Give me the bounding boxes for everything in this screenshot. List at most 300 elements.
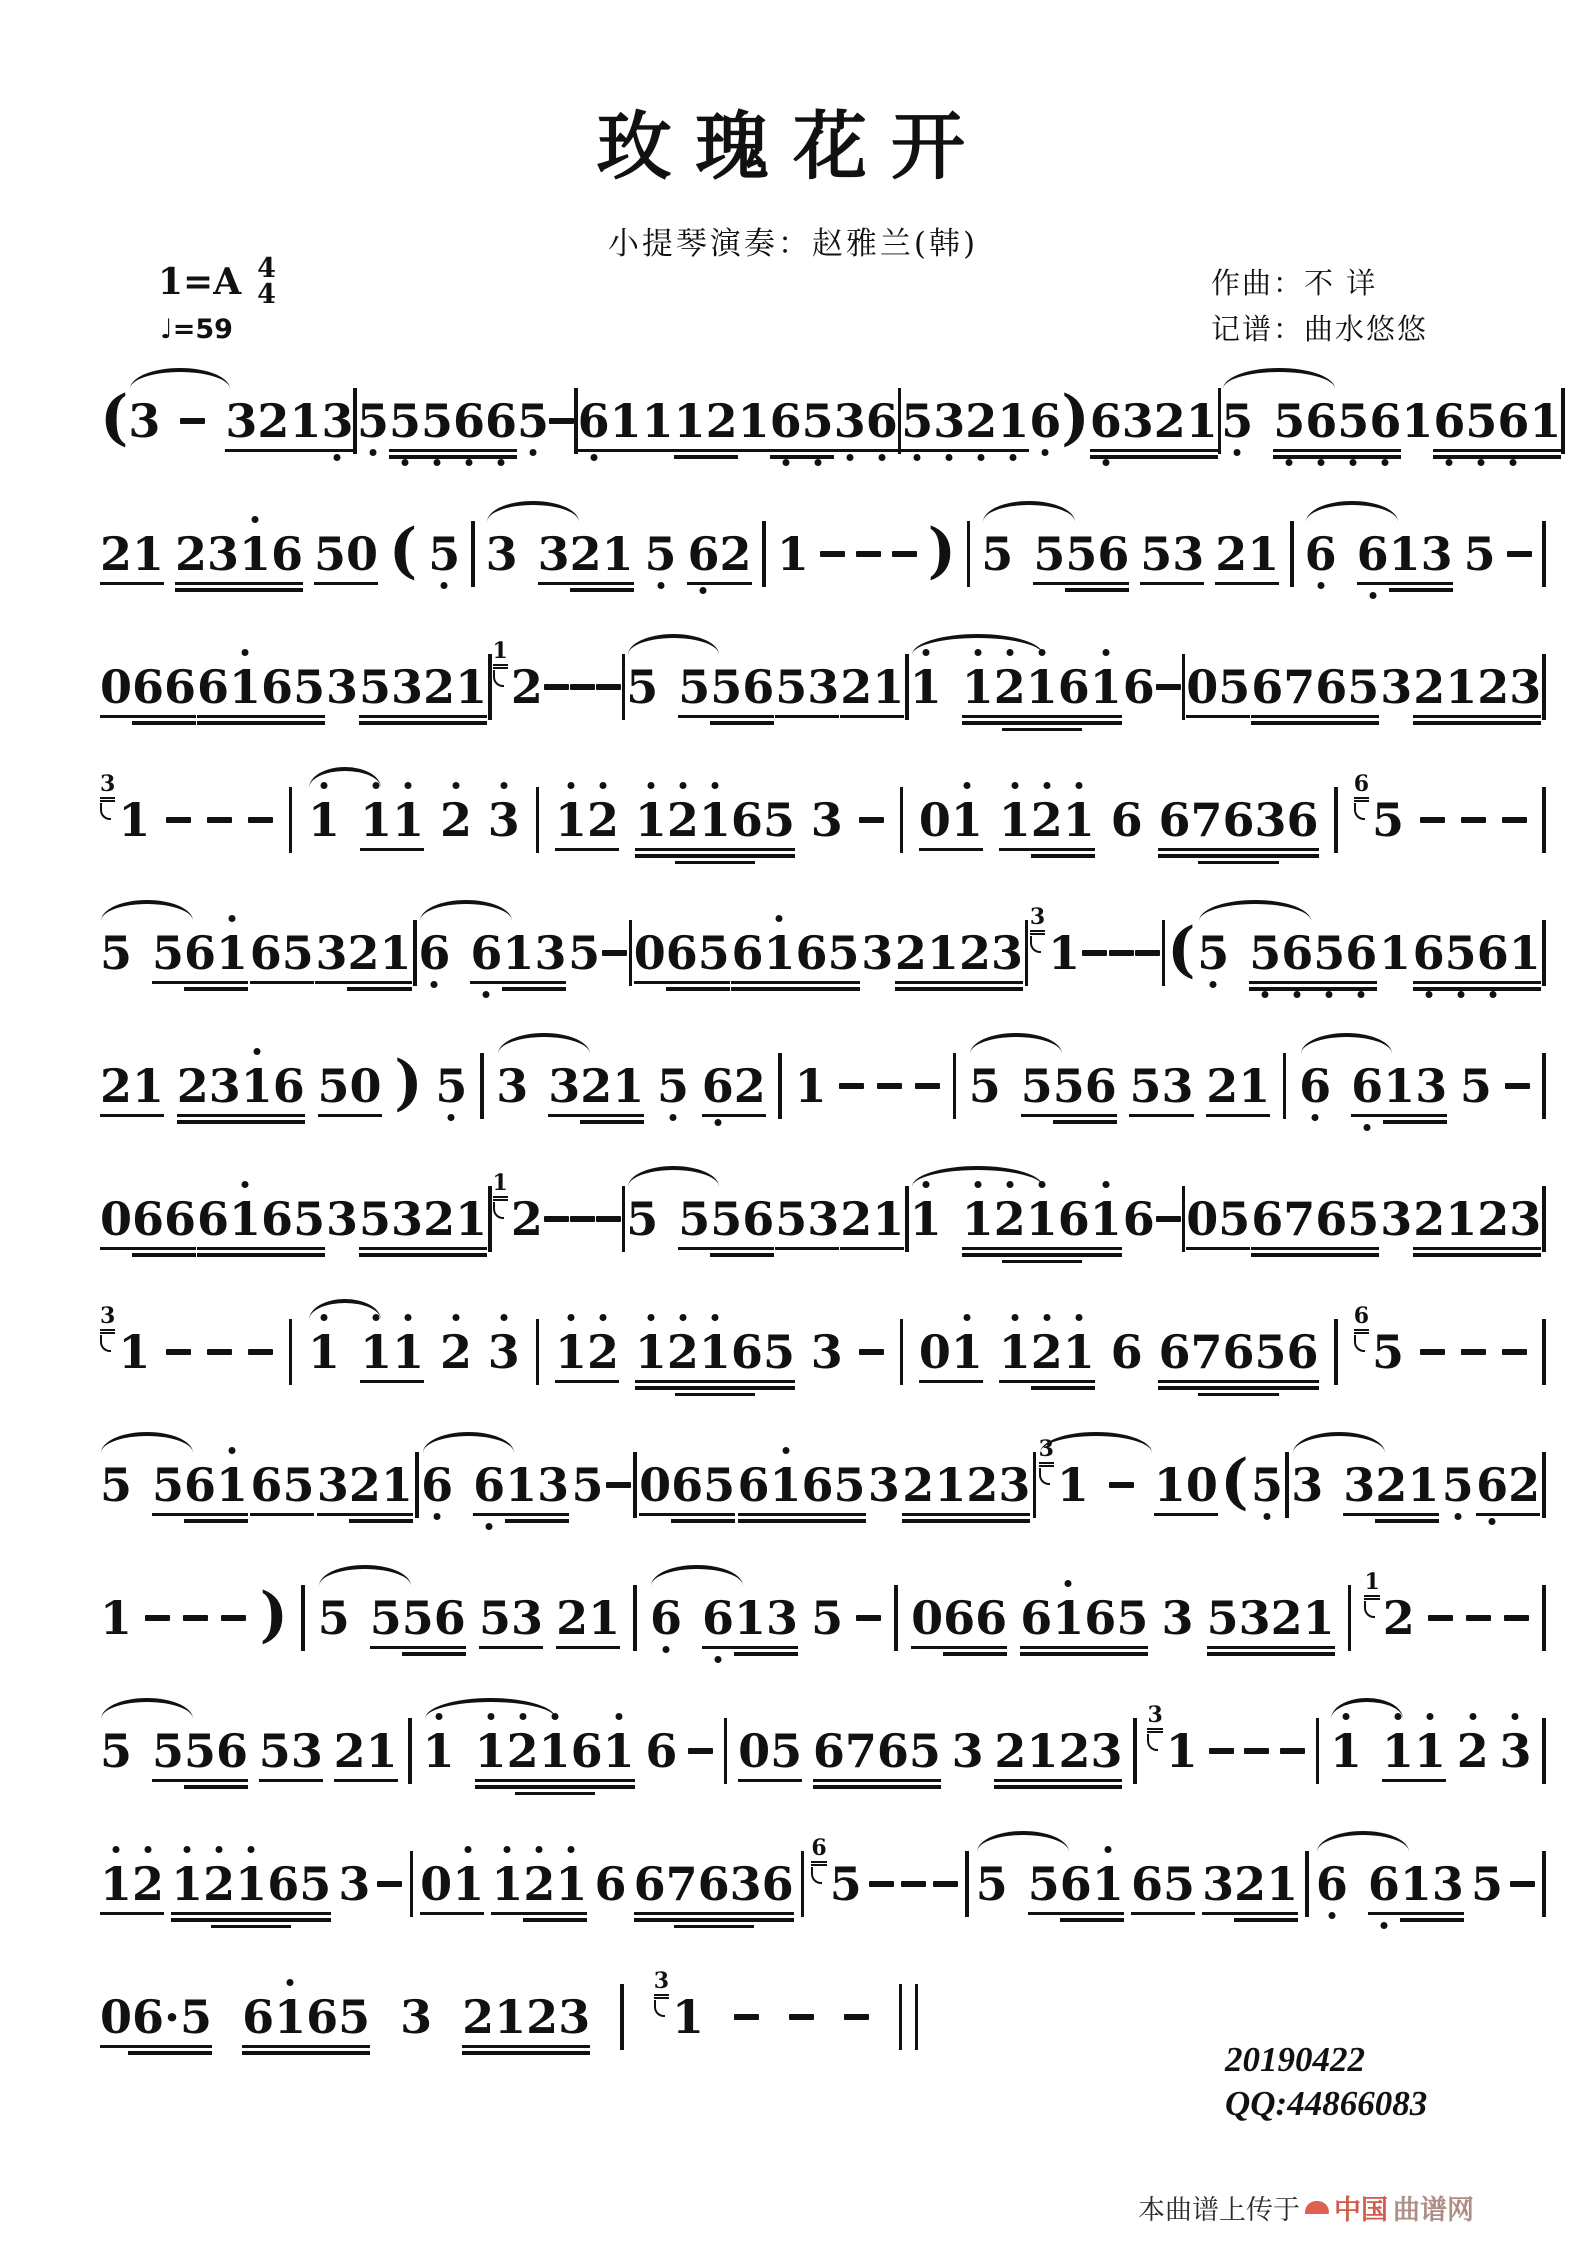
note-digit: 6 — [272, 1059, 305, 1113]
note-digit: 6 — [1158, 793, 1191, 847]
note-digit: 7 — [1283, 660, 1316, 714]
note-group — [258, 1724, 323, 1778]
note-group — [1412, 926, 1541, 980]
beam-underline — [1198, 1393, 1278, 1397]
note-digit: 1 — [502, 926, 535, 980]
beam-underline — [259, 1779, 323, 1783]
beam-underline — [674, 455, 738, 459]
octave-dot-above — [1006, 649, 1013, 656]
note-digit: 2 — [1234, 1857, 1267, 1911]
note-digit: 5 — [568, 926, 601, 980]
note-digit: 5 — [657, 1063, 689, 1109]
note-digit: 6 — [1357, 531, 1389, 577]
note-digit: 2 — [994, 1724, 1027, 1778]
note-digit: 1 — [360, 1329, 392, 1375]
note-group — [1020, 1059, 1117, 1113]
note-group — [1413, 660, 1542, 714]
music-line-9 — [100, 1435, 1546, 1522]
beam-underline — [687, 582, 751, 586]
beam-underline — [1060, 1918, 1124, 1922]
beam-underline — [349, 1519, 413, 1523]
note-group — [473, 1458, 570, 1512]
note-digit: 5 — [1218, 1192, 1251, 1246]
grace-note-pair — [1038, 1435, 1089, 1512]
beam-underline — [211, 1925, 291, 1929]
music-sheet — [100, 383, 1562, 2113]
note-group — [421, 1458, 454, 1512]
note-group — [118, 793, 151, 847]
barline — [778, 1053, 782, 1119]
note-group — [776, 527, 809, 581]
music-line-2 — [100, 517, 1546, 591]
beam-underline — [702, 1646, 798, 1650]
note-group — [1433, 394, 1562, 448]
barline — [488, 654, 492, 720]
music-line-10 — [100, 1568, 1546, 1655]
octave-dot-below — [814, 459, 821, 466]
note-digit: 5 — [1254, 1325, 1287, 1379]
note-digit: 1 — [951, 797, 983, 843]
beam-underline — [473, 1513, 569, 1517]
beam-underline — [1033, 582, 1129, 586]
note-digit: 1 — [1383, 1059, 1416, 1113]
note-digit: 5 — [762, 793, 795, 847]
beam-underline — [462, 2045, 590, 2049]
grace-slur-hook — [1354, 1335, 1365, 1352]
note-group — [1251, 1192, 1380, 1246]
beam-underline — [1413, 987, 1541, 991]
note-digit: 5 — [357, 398, 389, 444]
note-digit: 6 — [1122, 660, 1155, 714]
beam-underline — [635, 1386, 795, 1390]
note-group — [100, 926, 133, 980]
note-digit: 3 — [834, 398, 866, 444]
note-digit: 5 — [571, 1458, 604, 1512]
octave-dot-above — [373, 782, 380, 789]
note-group — [1165, 1724, 1198, 1778]
note-digit: 7 — [1190, 793, 1223, 847]
note-group — [1456, 1724, 1489, 1778]
note-digit: 1 — [1063, 797, 1095, 843]
octave-dot-below — [486, 1523, 493, 1530]
note-digit: 3 — [1415, 1059, 1448, 1113]
note-digit: 3 — [321, 398, 353, 444]
note-group — [1382, 1591, 1415, 1645]
barline — [1290, 521, 1294, 587]
note-group — [225, 394, 290, 448]
note-group — [861, 926, 894, 980]
barline — [724, 1718, 728, 1784]
beam-underline — [1249, 981, 1377, 985]
note-digit: 5 — [1465, 398, 1497, 444]
beam-underline — [177, 1120, 305, 1124]
note-digit: 2 — [994, 1196, 1026, 1242]
note-digit: 1 — [609, 394, 642, 448]
note-digit: 7 — [1190, 1325, 1223, 1379]
note-group — [594, 1857, 627, 1911]
note-digit: 5 — [1249, 930, 1281, 976]
note-group — [951, 1724, 984, 1778]
sustain-dash — [1109, 1482, 1134, 1489]
sustain-dash — [183, 1615, 208, 1622]
grace-note-digit: 3 — [100, 773, 115, 802]
beam-underline — [1131, 1912, 1195, 1916]
beam-underline — [635, 1380, 795, 1384]
note-digit: 5 — [626, 1192, 659, 1246]
beam-underline — [359, 1247, 487, 1251]
sustain-dash — [166, 1349, 191, 1356]
grace-slur-hook — [654, 2000, 665, 2017]
note-digit: 6 — [578, 398, 610, 444]
note-digit: 1 — [999, 797, 1031, 843]
note-digit: 5 — [435, 1063, 467, 1109]
note-digit: 1 — [776, 527, 809, 581]
beam-underline — [538, 582, 634, 586]
beam-underline — [389, 455, 517, 459]
barline — [289, 787, 293, 853]
note-group — [1381, 1724, 1446, 1778]
grace-note-digit: 6 — [811, 1837, 826, 1866]
note-group — [1110, 793, 1143, 847]
note-digit: 1 — [699, 797, 731, 843]
transcriber-credit: 记谱：曲水悠悠 — [1210, 312, 1428, 346]
note-digit: 1 — [635, 797, 667, 843]
note-digit: 6 — [1084, 1591, 1117, 1645]
note-group — [1158, 793, 1319, 847]
beam-underline — [502, 987, 566, 991]
beam-underline — [731, 981, 859, 985]
beam-underline — [1413, 1247, 1541, 1251]
note-digit: 1 — [673, 394, 706, 448]
note-digit: 3 — [1499, 1728, 1531, 1774]
beam-underline — [389, 449, 517, 453]
octave-dot-above — [1043, 1314, 1050, 1321]
barline — [480, 1053, 484, 1119]
parenthesis: ) — [927, 516, 956, 586]
octave-dot-above — [248, 1846, 255, 1853]
parenthesis: ) — [1061, 383, 1090, 453]
beam-underline — [671, 1519, 735, 1523]
note-group — [975, 1857, 1008, 1911]
note-digit: 1 — [1048, 926, 1081, 980]
note-group — [968, 1059, 1001, 1113]
beam-underline — [770, 455, 834, 459]
note-group — [360, 1325, 425, 1379]
note-digit: 6 — [164, 660, 197, 714]
note-group — [911, 1591, 1008, 1645]
note-group — [678, 660, 775, 714]
note-digit: 6 — [1090, 398, 1122, 444]
note-group — [1343, 1458, 1440, 1512]
note-digit: 5 — [359, 1192, 392, 1246]
octave-dot-below — [946, 454, 953, 461]
octave-dot-above — [435, 1713, 442, 1720]
note-digit: 2 — [526, 1990, 559, 2044]
note-digit: 6 — [633, 1857, 666, 1911]
slur-arc-group — [975, 1857, 1124, 1911]
note-digit: 5 — [1347, 1192, 1380, 1246]
note-digit: 5 — [1033, 527, 1066, 581]
note-digit: 3 — [128, 394, 161, 448]
note-digit: 6 — [876, 1724, 909, 1778]
octave-dot-below — [1369, 592, 1376, 599]
note-group — [1499, 1724, 1532, 1778]
note-digit: 1 — [216, 1462, 248, 1508]
note-group — [555, 793, 620, 847]
octave-dot-below — [498, 459, 505, 466]
note-group — [510, 660, 543, 714]
grace-note — [1147, 1701, 1163, 1751]
note-group — [1251, 660, 1380, 714]
site-name-part2: 曲谱网 — [1393, 2195, 1474, 2226]
note-digit: 1 — [737, 394, 770, 448]
note-group — [308, 1325, 341, 1379]
octave-dot-below — [1286, 459, 1293, 466]
note-digit: 5 — [359, 660, 392, 714]
note-digit: 2 — [100, 1059, 133, 1113]
sustain-dash — [248, 1349, 273, 1356]
note-digit: 1 — [505, 1458, 538, 1512]
note-group — [435, 1059, 468, 1113]
note-digit: 3 — [867, 1458, 900, 1512]
note-digit: 3 — [510, 1591, 543, 1645]
octave-dot-above — [1469, 1713, 1476, 1720]
sustain-dash — [1280, 1748, 1305, 1755]
grace-slur-hook — [100, 803, 111, 820]
octave-dot-above — [536, 1846, 543, 1853]
beam-underline — [1020, 1652, 1148, 1656]
beam-underline — [523, 1918, 587, 1922]
beam-underline — [731, 987, 859, 991]
note-group — [555, 1325, 620, 1379]
beam-underline — [470, 981, 566, 985]
note-group — [1029, 394, 1062, 448]
note-digit: 1 — [934, 1458, 967, 1512]
note-digit: 3 — [1172, 527, 1205, 581]
note-group — [1251, 1458, 1284, 1512]
note-group — [1463, 527, 1496, 581]
beam-underline — [197, 715, 325, 719]
note-group — [100, 1724, 133, 1778]
sustain-dash — [1504, 1615, 1529, 1622]
beam-underline — [100, 1247, 196, 1251]
note-digit: 5 — [293, 1192, 326, 1246]
note-group — [439, 1325, 472, 1379]
slur-arc-group — [1329, 1724, 1446, 1778]
note-digit: 3 — [1238, 1591, 1271, 1645]
note-digit: 5 — [317, 1059, 350, 1113]
note-digit: 1 — [1090, 664, 1122, 710]
note-digit: 3 — [391, 660, 424, 714]
barline — [622, 1186, 626, 1252]
octave-dot-above — [1006, 1181, 1013, 1188]
grace-note-pair — [811, 1834, 862, 1911]
octave-dot-above — [321, 782, 328, 789]
slur-arc-group — [317, 1591, 466, 1645]
beam-underline — [962, 1253, 1122, 1257]
time-signature — [257, 253, 276, 310]
note-digit: 3 — [990, 926, 1023, 980]
note-group — [369, 1591, 466, 1645]
beam-underline — [1251, 1247, 1379, 1251]
beam-underline — [475, 1785, 635, 1789]
slur-arc-group — [626, 1192, 775, 1246]
grace-note — [100, 1302, 116, 1352]
octave-dot-below — [431, 981, 438, 988]
note-group — [1129, 1059, 1194, 1113]
note-digit: 2 — [1457, 1728, 1489, 1774]
note-digit: 1 — [1026, 1196, 1058, 1242]
barline — [1316, 1718, 1320, 1784]
qq-number: QQ:44866083 — [1225, 2084, 1428, 2123]
note-digit: 6 — [1222, 1325, 1255, 1379]
note-digit: 1 — [239, 531, 271, 577]
note-digit: 6 — [1029, 398, 1061, 444]
note-digit: 1 — [274, 1994, 306, 2040]
note-digit: 0 — [738, 1724, 771, 1778]
note-digit: 2 — [1477, 1192, 1510, 1246]
note-digit: 6 — [1059, 1857, 1092, 1911]
note-digit: 6 — [1413, 930, 1445, 976]
note-digit: 6 — [570, 1724, 603, 1778]
barline — [413, 920, 417, 986]
note-digit: 6 — [730, 1325, 763, 1379]
note-digit: 2 — [958, 926, 991, 980]
octave-dot-above — [405, 782, 412, 789]
note-digit: 5 — [282, 1458, 315, 1512]
octave-dot-above — [1342, 1713, 1349, 1720]
note-group — [1206, 1591, 1335, 1645]
note-group — [317, 1591, 350, 1645]
octave-dot-below — [1457, 991, 1464, 998]
page-title: 玫瑰花开 — [597, 104, 989, 190]
beam-underline — [738, 1519, 866, 1523]
music-line-6 — [100, 1049, 1546, 1123]
beam-underline — [1053, 1120, 1117, 1124]
note-group — [918, 1325, 983, 1379]
sustain-dash — [859, 817, 884, 824]
note-digit: 6 — [184, 926, 217, 980]
slur-arc-group — [128, 394, 290, 448]
note-group — [326, 1192, 359, 1246]
grace-note-digit: 1 — [493, 1172, 508, 1201]
note-digit: 1 — [951, 1329, 983, 1375]
note-digit: 1 — [494, 1990, 527, 2044]
note-digit: 1 — [452, 1861, 484, 1907]
beam-underline — [1351, 1114, 1447, 1118]
note-digit: 3 — [1202, 1857, 1235, 1911]
note-digit: 1 — [1401, 394, 1434, 448]
note-digit: 5 — [1027, 1857, 1060, 1911]
note-digit: 5 — [152, 926, 185, 980]
note-group — [994, 1724, 1123, 1778]
sustain-dash — [734, 2014, 759, 2021]
sustain-dash — [901, 1881, 926, 1888]
note-group — [510, 1192, 543, 1246]
note-digit: 6 — [1368, 1861, 1400, 1907]
note-digit: 1 — [926, 926, 959, 980]
octave-dot-above — [1426, 1713, 1433, 1720]
note-digit: 2 — [705, 394, 738, 448]
octave-dot-above — [551, 1713, 558, 1720]
beam-underline — [962, 715, 1122, 719]
beam-underline — [1389, 588, 1453, 592]
parenthesis: ( — [100, 383, 129, 453]
octave-dot-above — [184, 1846, 191, 1853]
beam-underline — [100, 1114, 164, 1118]
note-digit: 0 — [1185, 1458, 1218, 1512]
beam-underline — [555, 1380, 619, 1384]
barline — [1561, 388, 1565, 454]
note-digit: 1 — [1445, 1192, 1478, 1246]
note-group — [867, 1458, 900, 1512]
beam-underline — [578, 449, 642, 453]
beam-underline — [1031, 854, 1095, 858]
note-group — [317, 1059, 382, 1113]
note-group — [1215, 527, 1280, 581]
note-digit: 1 — [910, 1196, 942, 1242]
note-group — [1367, 1857, 1464, 1911]
note-group — [338, 1857, 371, 1911]
note-digit: 6 — [671, 1458, 704, 1512]
note-digit: 5 — [1020, 1059, 1053, 1113]
slur-arc-group — [308, 1325, 425, 1379]
note-digit: 6 — [731, 926, 764, 980]
beam-underline — [678, 1247, 774, 1251]
grace-slur-hook — [811, 1867, 822, 1884]
octave-dot-above — [1011, 782, 1018, 789]
note-digit: 6 — [1084, 1059, 1117, 1113]
note-digit: 5 — [421, 398, 453, 444]
octave-dot-above — [647, 782, 654, 789]
beam-underline — [674, 1925, 754, 1929]
beam-underline — [314, 582, 378, 586]
sustain-dash — [1082, 950, 1107, 957]
octave-dot-below — [1364, 1124, 1371, 1131]
note-group — [644, 527, 677, 581]
note-digit: 1 — [365, 1724, 398, 1778]
note-digit: 1 — [1266, 1857, 1299, 1911]
grace-note — [811, 1834, 827, 1884]
grace-slur-hook — [1354, 803, 1365, 820]
octave-dot-below — [1010, 454, 1017, 461]
note-group — [100, 527, 165, 581]
barline — [905, 1186, 909, 1252]
note-digit: 6 — [1305, 398, 1337, 444]
note-digit: 6 — [761, 1857, 794, 1911]
beam-underline — [1065, 588, 1129, 592]
note-digit: 2 — [733, 1059, 766, 1113]
note-digit: 5 — [968, 1059, 1001, 1113]
note-digit: 6 — [594, 1857, 627, 1911]
note-digit: 1 — [872, 1192, 905, 1246]
note-group — [1299, 1059, 1332, 1113]
note-digit: 6 — [1057, 1192, 1090, 1246]
octave-dot-below — [1446, 459, 1453, 466]
beam-underline — [132, 721, 196, 725]
octave-dot-above — [1075, 782, 1082, 789]
octave-dot-below — [1042, 449, 1049, 456]
note-digit: 6 — [1122, 1192, 1155, 1246]
sustain-dash — [1156, 684, 1181, 691]
note-group — [1372, 1325, 1405, 1379]
octave-dot-above — [711, 1314, 718, 1321]
note-digit: 5 — [1218, 660, 1251, 714]
grace-note-digit: 3 — [1147, 1704, 1162, 1733]
barline — [622, 654, 626, 720]
note-digit: 6 — [1345, 930, 1377, 976]
beam-underline — [775, 715, 839, 719]
